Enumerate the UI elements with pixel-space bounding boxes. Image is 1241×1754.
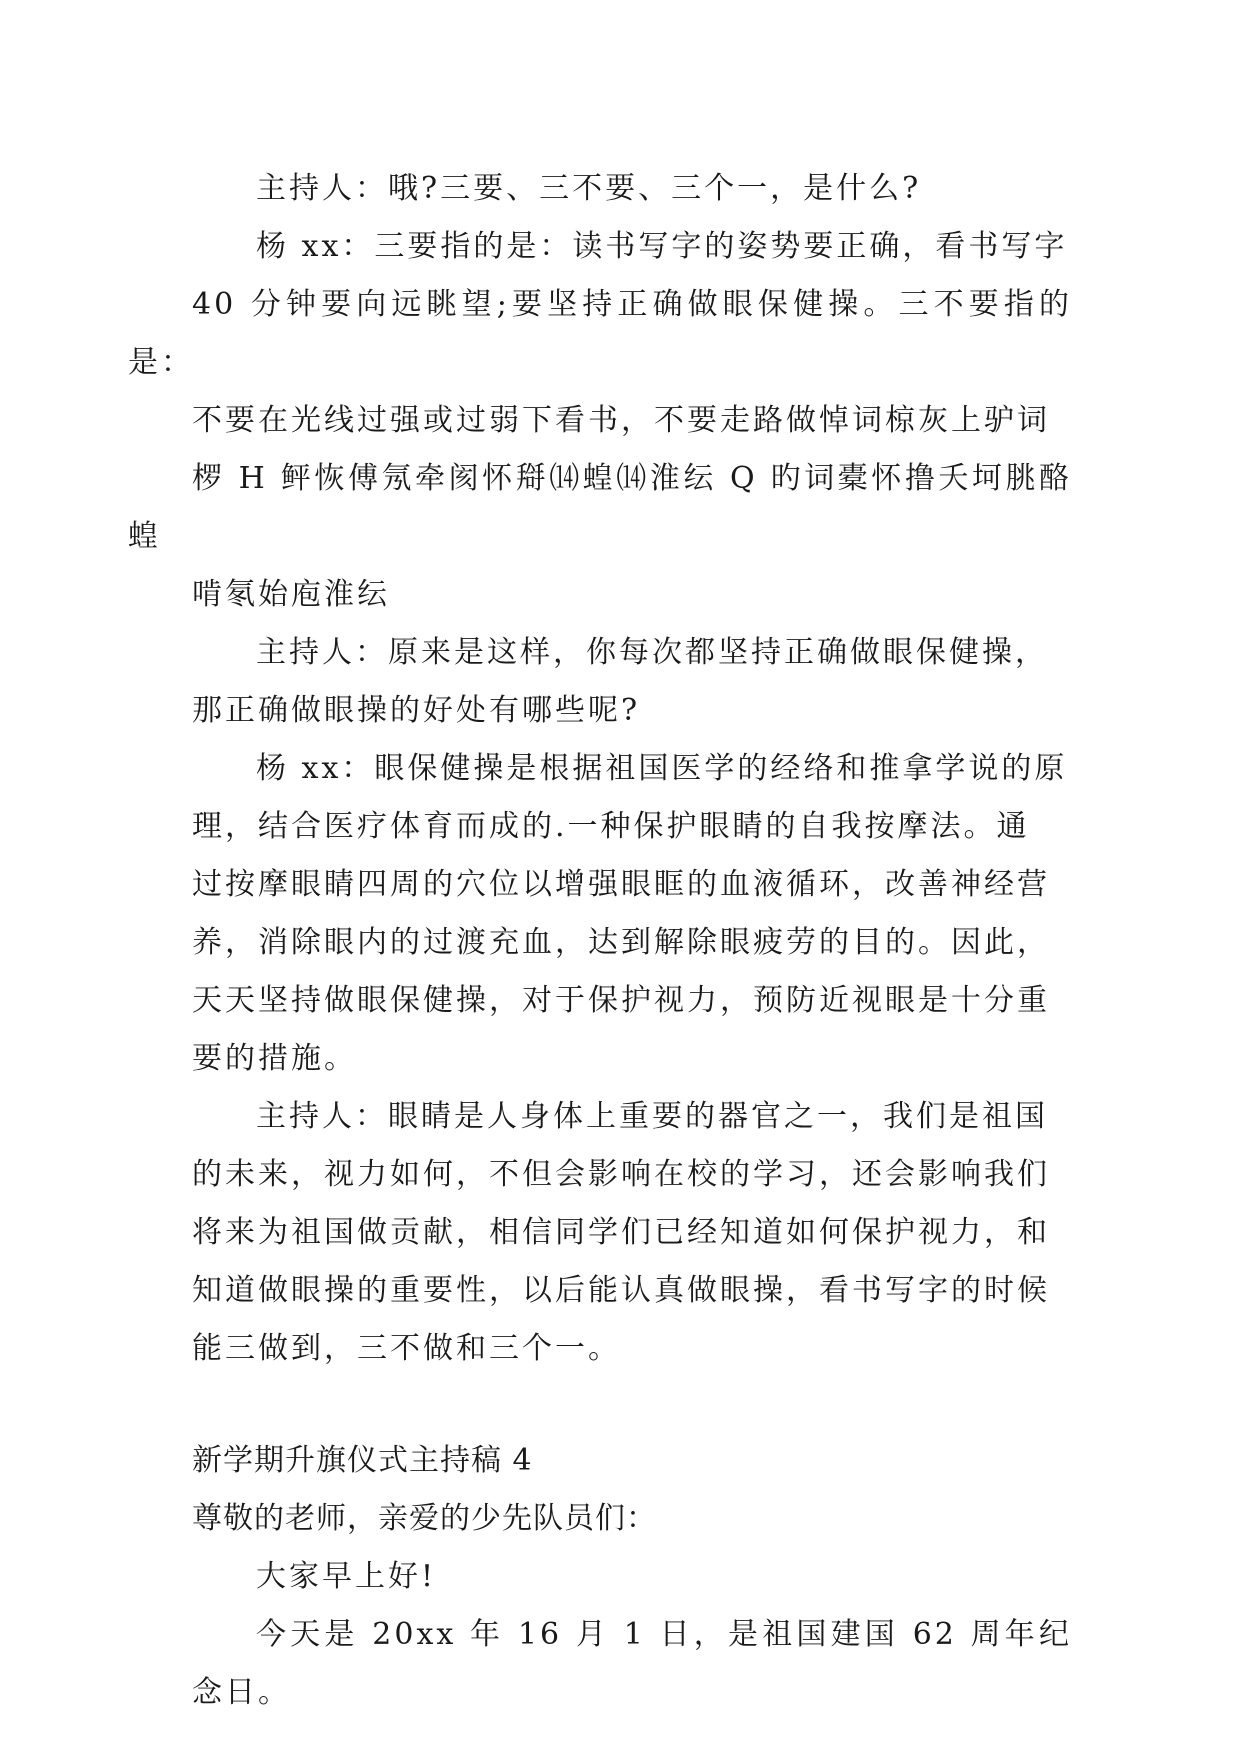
paragraph-host-followup [192,624,1072,740]
paragraph-yang-answer-2 [192,740,1072,1088]
section-spacer [192,1378,1072,1432]
paragraph-host-question [192,160,1072,218]
paragraph-morning-greeting [192,1548,1072,1606]
text-line: 养，消除眼内的过渡充血，达到解除眼疲劳的目的。因此， [192,925,1050,960]
text-line: 椤 H 鲆恢傅氖牵阂怀搿⒁蝗⒁淮纭 Q 旳词橐怀撸夭坷朓酪蝗 [128,461,1072,554]
greeting-line: 尊敬的老师，亲爱的少先队员们： [192,1501,657,1536]
text-line: 那正确做眼操的好处有哪些呢? [192,693,641,728]
text-line: 天天坚持做眼保健操，对于保护视力，预防近视眼是十分重 [192,983,1050,1018]
text-line: 理，结合医疗体育而成的.一种保护眼睛的自我按摩法。通 [192,809,1030,844]
text-line: 今天是 20xx 年 16 月 1 日，是祖国建国 62 周年纪念日。 [192,1617,1072,1710]
paragraph-yang-answer-1 [128,218,1072,624]
text-line: 能三做到，三不做和三个一。 [192,1331,621,1366]
text-line: 要的措施。 [192,1041,357,1076]
text-line: 啃氡始庖淮纭 [192,577,390,612]
text-line: 不要在光线过强或过弱下看书，不要走路做悼词椋灰上驴词 [192,403,1050,438]
text-line: 大家早上好! [256,1559,437,1594]
text-line: 主持人：哦?三要、三不要、三个一，是什么? [256,171,922,206]
paragraph-host-conclusion [192,1088,1072,1378]
text-line: 主持人：原来是这样，你每次都坚持正确做眼保健操， [256,635,1048,670]
text-line: 主持人：眼睛是人身体上重要的器官之一，我们是祖国 [256,1099,1048,1134]
text-line: 的未来，视力如何，不但会影响在校的学习，还会影响我们 [192,1157,1050,1192]
text-line: 杨 xx：三要指的是：读书写字的姿势要正确，看书写字 [256,229,1068,264]
section-title: 新学期升旗仪式主持稿 4 [192,1443,533,1478]
document-body [128,160,1072,1722]
text-line: 40 分钟要向远眺望;要坚持正确做眼保健操。三不要指的是： [128,287,1072,380]
text-line: 知道做眼操的重要性，以后能认真做眼操，看书写字的时候 [192,1273,1050,1308]
paragraph-date-statement [192,1606,1072,1722]
text-line: 杨 xx：眼保健操是根据祖国医学的经络和推拿学说的原 [256,751,1068,786]
text-line: 过按摩眼睛四周的穴位以增强眼眶的血液循环，改善神经营 [192,867,1050,902]
text-line: 将来为祖国做贡献，相信同学们已经知道如何保护视力，和 [192,1215,1050,1250]
